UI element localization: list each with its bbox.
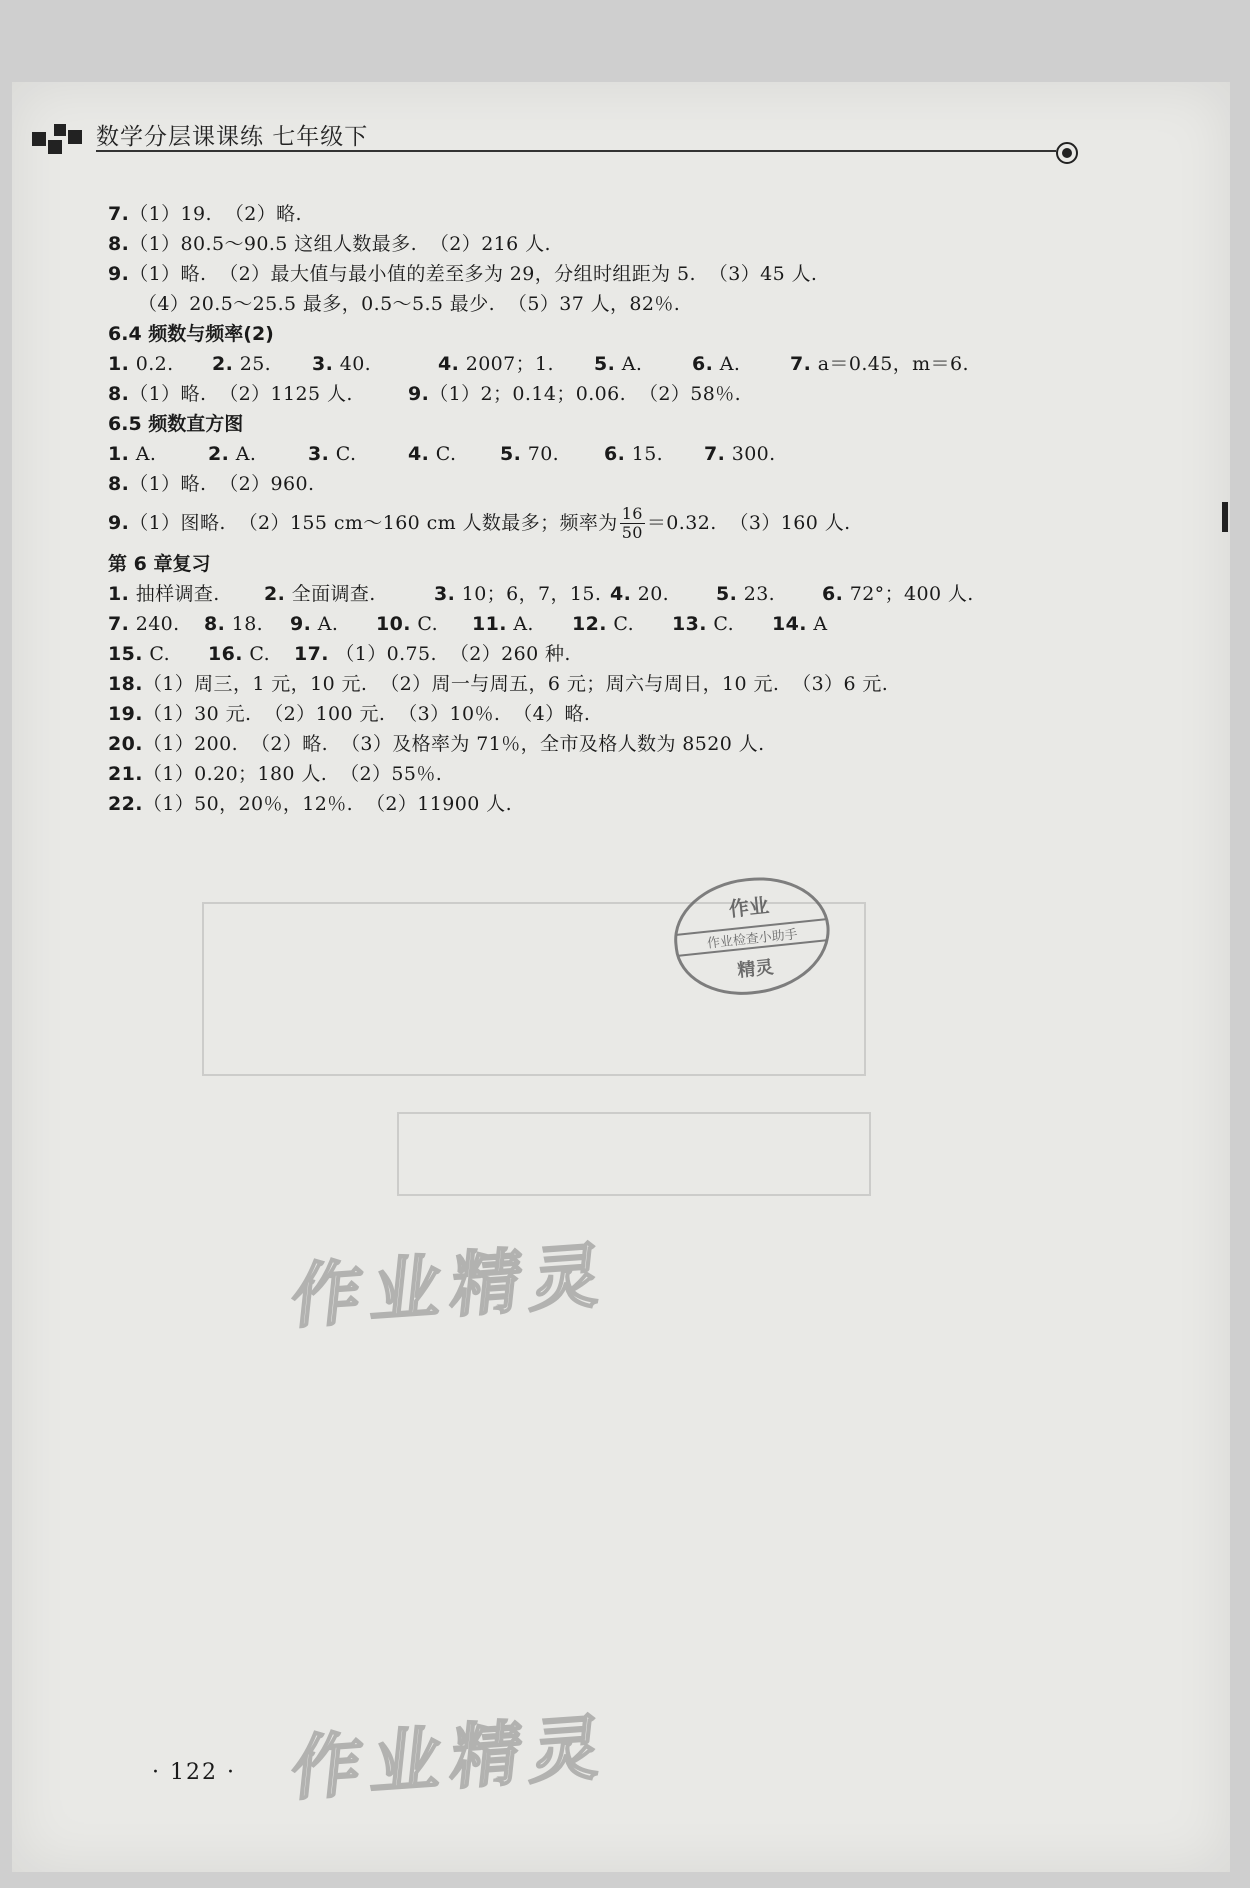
edge-thumb-mark <box>1222 502 1228 532</box>
answer-line-9: 9.（1）略. （2）最大值与最小值的差至多为 29，分组时组距为 5. （3）45 人. <box>108 263 818 285</box>
publisher-logo-icon <box>32 122 88 162</box>
answer-line-8: 8.（1）80.5～90.5 这组人数最多. （2）216 人. <box>108 233 551 255</box>
answer-line-6-5-9: 9. （1）图略. （2）155 cm～160 cm 人数最多；频率为 $\frac{16}{50}$ ＝0.32. （3）160 人. <box>108 503 851 542</box>
bleed-through-table <box>397 1112 871 1196</box>
answer-row-6-4: 1. 0.2. 2. 25. 3. 40. 4. 2007；1. 5. A. 6. A. 7. a＝0.45，m＝6. <box>108 353 969 375</box>
section-title-review: 第 6 章复习 <box>108 553 211 575</box>
answer-line-19: 19.（1）30 元. （2）100 元. （3）10％. （4）略. <box>108 703 591 725</box>
answer-row-review-2: 7. 240. 8. 18. 9. A. 10. C. 11. A. 12. C. 13. C. 14. A <box>108 613 828 635</box>
watermark-text: 作业精灵 <box>287 1232 616 1339</box>
section-title-6-5: 6.5 频数直方图 <box>108 413 244 435</box>
fraction: $\frac{16}{50}$ <box>621 503 643 542</box>
answer-line-20: 20.（1）200. （2）略. （3）及格率为 71％，全市及格人数为 8520 人. <box>108 733 765 755</box>
answer-line-18: 18.（1）周三，1 元，10 元. （2）周一与周五，6 元；周六与周日，10 元. （3）6 元. <box>108 673 889 695</box>
answer-line-21: 21.（1）0.20；180 人. （2）55％. <box>108 763 443 785</box>
answers-content <box>108 202 1168 822</box>
answer-row-review-1: 1. 抽样调查. 2. 全面调查. 3. 10；6，7，15. 4. 20. 5. 23. 6. 72°；400 人. <box>108 583 974 605</box>
answer-line-7: 7.（1）19. （2）略. <box>108 203 302 225</box>
header-bullet-icon <box>1056 142 1078 164</box>
header-rule <box>96 150 1056 152</box>
answer-line-9-cont: （4）20.5～25.5 最多，0.5～5.5 最少. （5）37 人，82％. <box>138 293 681 315</box>
page-number: · 122 · <box>152 1760 236 1785</box>
answer-row-6-5: 1. A. 2. A. 3. C. 4. C. 5. 70. 6. 15. 7. 300. <box>108 443 776 465</box>
answer-row-6-4-b: 8.（1）略. （2）1125 人. 9.（1）2；0.14；0.06. （2）58％. <box>108 383 742 405</box>
homework-stamp: 作业 作业检查小助手 精灵 <box>668 870 835 1002</box>
answer-line-6-5-8: 8.（1）略. （2）960. <box>108 473 315 495</box>
answer-page <box>12 82 1230 1872</box>
watermark-text: 作业精灵 <box>287 1704 616 1811</box>
book-title: 数学分层课课练 七年级下 <box>96 124 369 150</box>
answer-row-review-3: 15. C. 16. C. 17. （1）0.75. （2）260 种. <box>108 643 571 665</box>
answer-line-22: 22.（1）50，20％，12％. （2）11900 人. <box>108 793 513 815</box>
section-title-6-4: 6.4 频数与频率(2) <box>108 323 274 345</box>
